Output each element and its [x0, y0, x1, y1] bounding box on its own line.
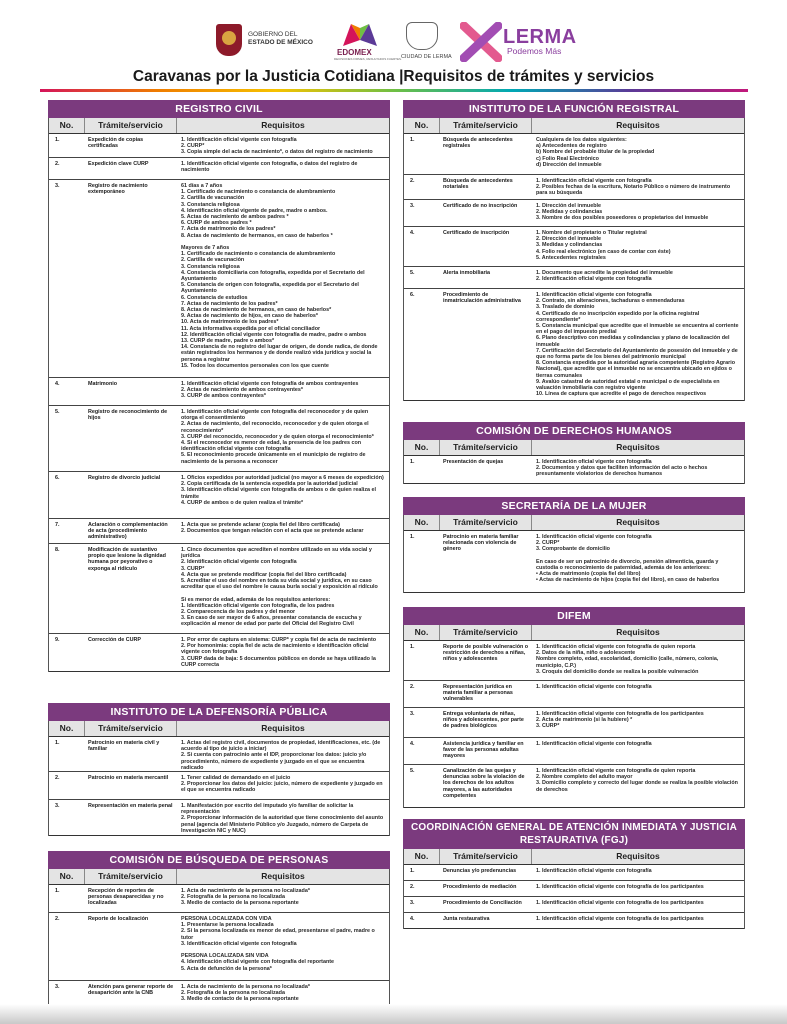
row-tramite: Denuncias y/o predenuncias [443, 868, 517, 874]
row-requisitos: Cualquiera de los datos siguientes: a) Antecedentes de registro b) Nombre del probable titular de la propiedad c) Folio Real Electrónico d) Dirección del inmueble [536, 137, 655, 168]
row-number: 6. [410, 292, 415, 298]
col-requisitos: Requisitos [261, 120, 305, 130]
row-requisitos: 1. Identificación oficial vigente con fotografía de los participantes [536, 884, 704, 890]
row-requisitos: 1. Identificación oficial vigente con fotografía 2. CURP* 3. Comprobante de domicilio En caso de ser un patrocinio de divorcio, pensión alimenticia, guarda y custodia o reconocimiento de paternidad, además de los anteriores: • Acta de matrimonio (copia fiel del libro) • Actas de nacimiento de hijos (copia fiel del libro), en caso de haberlos [536, 534, 720, 584]
row-requisitos: 1. Identificación oficial vigente con fotografía de ambos contrayentes 2. Actas de nacimiento de ambos contrayentes* 3. CURP de ambos contrayentes* [181, 381, 359, 400]
table-row [49, 737, 389, 772]
row-number: 1. [55, 888, 60, 894]
table-row [404, 641, 744, 681]
section-derechos-humanos [403, 422, 745, 484]
col-requisitos: Requisitos [261, 723, 305, 733]
row-tramite: Matrimonio [88, 381, 118, 387]
col-tramite: Trámite/servicio [440, 625, 532, 640]
section-difem [403, 607, 745, 808]
row-requisitos: 1. Identificación oficial vigente con fotografía del reconocedor y de quien otorga el consentimiento 2. Actas de nacimiento, del reconocido, reconocedor y de quien otorga el reconocimiento* 3. CURP del reconocido, reconocedor y de quien otorga el reconocimiento* 4. Si el reconocedor es menor de edad, la presencia de los padres con identificación oficial vigente con fotografía 5. El reconocimiento procede únicamente en el municipio de registro de nacimiento de la persona a reconocer [181, 409, 374, 465]
col-requisitos: Requisitos [261, 871, 305, 881]
row-number: 6. [55, 475, 60, 481]
row-number: 4. [410, 741, 415, 747]
col-no: No. [49, 869, 85, 884]
col-tramite: Trámite/servicio [440, 515, 532, 530]
row-number: 5. [410, 270, 415, 276]
row-number: 9. [55, 637, 60, 643]
table-row [404, 267, 744, 289]
table-row [404, 881, 744, 897]
col-tramite: Trámite/servicio [85, 118, 177, 133]
col-no: No. [404, 118, 440, 133]
row-number: 2. [410, 884, 415, 890]
col-no: No. [49, 118, 85, 133]
section-fgj [403, 819, 745, 929]
edomex-text: EDOMEX [337, 48, 372, 57]
row-requisitos: 1. Acta de nacimiento de la persona no localizada* 2. Fotografía de la persona no localizada 3. Medio de contacto de la persona reportante [181, 984, 310, 1003]
row-tramite: Corrección de CURP [88, 637, 142, 643]
table-row [404, 865, 744, 881]
table-header [404, 118, 744, 134]
table-row [49, 378, 389, 406]
row-requisitos: 1. Tener calidad de demandado en el juicio 2. Proporcionar los datos del juicio: juicio, número de expediente y juzgado en el que se encuentra radicado [181, 775, 383, 794]
table-row [404, 134, 744, 175]
section-defensoria-publica [48, 703, 390, 836]
row-requisitos: 1. Identificación oficial vigente con fotografía 2. Contrato, sin alteraciones, tachaduras o enmendaduras 3. Traslado de dominio 4. Certificado de no inscripción expedido por la oficina registral correspondiente* 5. Constancia municipal que acredite que el inmueble se encuentra al corriente en el pago del impuesto predial 6. Plano descriptivo con medidas y colindancias y plano de localización del inmueble 7. Certificación del Secretario del Ayuntamiento de posesión del inmueble y de que no forma parte de los bienes del patrimonio municipal 8. Constancia expedida por la autoridad agraria competente (Registro Agrario Nacional), que acredite que el inmueble no se encuentra ubicado en ejidos o tierras comunales 9. Avalúo catastral de autoridad estatal o municipal o de especialista en valuación inmobiliaria con registro vigente 10. Línea de captura que acredite el pago de derechos respectivos [536, 292, 739, 398]
col-no: No. [49, 721, 85, 736]
table-header [404, 849, 744, 865]
row-requisitos: 1. Nombre del propietario o Titular registral 2. Dirección del inmueble 3. Medidas y colindancias 4. Folio real electrónico (en caso de contar con éste) 5. Antecedentes registrales [536, 230, 671, 261]
gobierno-estado-mexico-logo [216, 22, 316, 62]
table-row [49, 800, 389, 836]
col-no: No. [404, 515, 440, 530]
table-row [404, 200, 744, 227]
table-row [49, 519, 389, 544]
ciudad-lerma-crest [398, 22, 452, 62]
row-number: 3. [410, 900, 415, 906]
row-requisitos: 1. Identificación oficial vigente con fotografía de los participantes 2. Acta de matrimonio (si la hubiere) * 3. CURP* [536, 711, 704, 730]
row-requisitos: 1. Identificación oficial vigente con fotografía [536, 868, 652, 874]
row-requisitos: 1. Por error de captura en sistema: CURP* y copia fiel de acta de nacimiento 2. Por homonimia: copia fiel de acta de nacimiento e identificación oficial vigente con fotografía 3. CURP dada de baja: 5 documentos públicos en donde se haya utilizado la CURP correcta [181, 637, 377, 668]
row-number: 5. [410, 768, 415, 774]
row-tramite: Expedición clave CURP [88, 161, 149, 167]
col-requisitos: Requisitos [616, 442, 660, 452]
ciudad-lerma-text: CIUDAD DE LERMA [401, 54, 452, 60]
row-requisitos: 1. Manifestación por escrito del imputado y/o familiar de solicitar la representación 2. Proporcionar información de la autoridad que tiene conocimiento del asunto penal (agencia del Ministerio Público y/o Juzgado, número de Carpeta de Investigación NIC y NUC) [181, 803, 384, 834]
row-number: 2. [55, 161, 60, 167]
row-tramite: Presentación de quejas [443, 459, 504, 465]
row-number: 1. [410, 644, 415, 650]
bottom-shadow [0, 1004, 787, 1024]
row-tramite: Canalización de las quejas y denuncias sobre la violación de los derechos de los adultos mayores, a las autoridades competentes [443, 768, 525, 799]
row-tramite: Entrega voluntaria de niñas, niños y adolescentes, por parte de padres biológicos [443, 711, 524, 730]
table-row [49, 772, 389, 800]
lerma-podemos-mas-logo [460, 22, 575, 62]
row-requisitos: 1. Cinco documentos que acrediten el nombre utilizado en su vida social y jurídica 2. Identificación oficial vigente con fotografía 3. CURP* 4. Acta que se pretende modificar (copia fiel del libro certificada) 5. Acreditar el uso del nombre en toda su vida social y jurídica, en su caso acreditar que el uso del nombre le causa burla social y exposición al ridículo Si es menor de edad, además de los requisitos anteriores: 1. Identificación oficial vigente con fotografía, de los padres 2. Comparecencia de los padres y del menor 3. En caso de ser mayor de 6 años, presentar constancia de escucha y explicación al menor de edad por parte del Oficial del Registro Civil [181, 547, 378, 628]
row-tramite: Representación jurídica en materia familiar a personas vulnerables [443, 684, 513, 703]
edomex-subtitle: DECISIONES FIRMES, RESULTADOS FUERTES. [334, 57, 402, 61]
row-requisitos: 1. Oficios expedidos por autoridad judicial (no mayor a 6 meses de expedición) 2. Copia certificada de la sentencia expedida por la autoridad judicial 3. Identificación oficial vigente con fotografía de ambos o de quien realiza el trámite 4. CURP de ambos o de quien realiza el trámite* [181, 475, 384, 506]
row-requisitos: 1. Actas del registro civil, documentos de propiedad, identificaciones, etc. (de acuerdo al tipo de juicio a iniciar) 2. Si cuenta con patrocinio ante el IDP, proporcionar los datos: juicio y/o procedimiento, número de expediente y juzgado en el que se encuentra radicado [181, 740, 381, 771]
table-row [404, 227, 744, 267]
row-number: 1. [55, 137, 60, 143]
edomex-m-icon [343, 22, 377, 46]
table-row [49, 634, 389, 672]
col-tramite: Trámite/servicio [440, 440, 532, 455]
section-title: INSTITUTO DE LA FUNCIÓN REGISTRAL [403, 100, 745, 118]
table-row [404, 456, 744, 484]
row-tramite: Procedimiento de Conciliación [443, 900, 522, 906]
col-tramite: Trámite/servicio [440, 118, 532, 133]
row-number: 4. [410, 916, 415, 922]
row-requisitos: 1. Identificación oficial vigente con fotografía de los participantes [536, 916, 704, 922]
table-header [404, 515, 744, 531]
table-row [49, 913, 389, 981]
lerma-slogan: Podemos Más [507, 46, 562, 56]
row-number: 4. [410, 230, 415, 236]
row-requisitos: 1. Identificación oficial vigente con fotografía 2. CURP* 3. Copia simple del acta de nacimiento*, o datos del registro de nacimiento [181, 137, 373, 156]
row-tramite: Registro de nacimiento extemporáneo [88, 183, 148, 196]
row-number: 8. [55, 547, 60, 553]
table-row [404, 738, 744, 765]
section-registro-civil [48, 100, 390, 672]
col-tramite: Trámite/servicio [85, 869, 177, 884]
row-number: 2. [55, 916, 60, 922]
row-tramite: Recepción de reportes de personas desaparecidas y no localizadas [88, 888, 164, 907]
row-tramite: Registro de reconocimiento de hijos [88, 409, 168, 422]
row-requisitos: 1. Identificación oficial vigente con fotografía de quien reporta 2. Nombre completo del adulto mayor 3. Domicilio completo y correcto del lugar donde se realiza la posible violación de derechos [536, 768, 738, 793]
col-requisitos: Requisitos [616, 120, 660, 130]
col-requisitos: Requisitos [616, 627, 660, 637]
color-divider [40, 89, 748, 92]
row-number: 5. [55, 409, 60, 415]
col-no: No. [404, 440, 440, 455]
table-row [404, 175, 744, 200]
table-row [404, 913, 744, 929]
col-no: No. [404, 625, 440, 640]
row-number: 1. [410, 534, 415, 540]
row-number: 1. [55, 740, 60, 746]
gobierno-line2: ESTADO DE MÉXICO [248, 38, 313, 46]
row-tramite: Patrocinio en materia familiar relacionada con violencia de género [443, 534, 519, 553]
section-title: DIFEM [403, 607, 745, 625]
page-header [0, 0, 787, 70]
col-tramite: Trámite/servicio [440, 849, 532, 864]
row-number: 1. [410, 459, 415, 465]
row-tramite: Aclaración o complementación de acta (procedimiento administrativo) [88, 522, 168, 541]
row-requisitos: 1. Identificación oficial vigente con fotografía de los participantes [536, 900, 704, 906]
table-row [49, 544, 389, 634]
lerma-text: LERMA [503, 26, 577, 48]
row-tramite: Registro de divorcio judicial [88, 475, 161, 481]
table-row [404, 681, 744, 708]
section-title: COMISIÓN DE BÚSQUEDA DE PERSONAS [48, 851, 390, 869]
edomex-logo [333, 22, 402, 62]
section-title: REGISTRO CIVIL [48, 100, 390, 118]
table-row [49, 472, 389, 519]
row-number: 3. [410, 711, 415, 717]
row-requisitos: 61 días a 7 años 1. Certificado de nacimiento o constancia de alumbramiento 2. Cartilla de vacunación 3. Constancia religiosa 4. Identificación oficial vigente de padre, madre o ambos. 5. Actas de nacimiento de ambos padres * 6. CURP de ambos padres * 7. Acta de matrimonio de los padres* 8. Actas de nacimiento de hermanos, en caso de haberlos * Mayores de 7 años 1. Certificado de nacimiento o constancia de alumbramiento 2. Cartilla de vacunación 3. Constancia religiosa 4. Constancia domiciliaria con fotografía, expedida por el Secretario del Ayuntamiento 5. Constancia de origen con fotografía, expedida por el Secretario del Ayuntamiento 6. Constancia de estudios 7. Actas de nacimiento de los padres* 8. Actas de nacimiento de hermanos, en caso de haberlos* 9. Actas de nacimiento de hijos, en caso de haberlos* 10. Acta de matrimonio de los padres* 11. Acta informativa expedida por el oficial conciliador 12. Identificación oficial vigente con fotografía de madre, padre o ambos 13. CURP de madre, padre o ambos* 14. Constancia de no registro del lugar de origen, de donde radica, de donde están registrados los hermanos y de donde realizó vida jurídica y social la persona a registrar 15. Todos los documentos personales con los que cuente [181, 183, 378, 369]
table-header [49, 869, 389, 885]
row-requisitos: 1. Identificación oficial vigente con fotografía de quien reporta 2. Datos de la niña, niño o adolescente Nombre completo, edad, escolaridad, domicilio (calle, número, colonia, municipio, C.P.) 3. Croquis del domicilio donde se realiza la posible vulneración [536, 644, 719, 675]
table-row [49, 158, 389, 180]
col-no: No. [404, 849, 440, 864]
table-row [404, 289, 744, 401]
row-tramite: Búsqueda de antecedentes registrales [443, 137, 513, 150]
row-number: 2. [55, 775, 60, 781]
lerma-crest-icon [406, 22, 438, 50]
col-requisitos: Requisitos [616, 851, 660, 861]
row-number: 2. [410, 178, 415, 184]
row-number: 1. [410, 868, 415, 874]
row-tramite: Patrocinio en materia civil y familiar [88, 740, 160, 753]
table-row [404, 708, 744, 738]
row-tramite: Búsqueda de antecedentes notariales [443, 178, 513, 191]
row-tramite: Atención para generar reporte de desaparición ante la CNB [88, 984, 174, 997]
table-row [404, 531, 744, 593]
row-requisitos: 1. Identificación oficial vigente con fotografía [536, 684, 652, 690]
row-tramite: Junta restaurativa [443, 916, 490, 922]
table-header [404, 625, 744, 641]
row-tramite: Patrocinio en materia mercantil [88, 775, 169, 781]
estado-mexico-shield-icon [216, 24, 242, 56]
table-header [49, 118, 389, 134]
row-tramite: Representación en materia penal [88, 803, 173, 809]
row-tramite: Reporte de posible vulneración o restricción de derechos a niñas, niños y adolescentes [443, 644, 529, 663]
table-row [49, 885, 389, 913]
row-requisitos: 1. Identificación oficial vigente con fotografía 2. Posibles fechas de la escritura, Notario Público o número de instrumento para su búsqueda [536, 178, 731, 197]
section-funcion-registral [403, 100, 745, 401]
gobierno-line1: GOBIERNO DEL [248, 31, 298, 38]
row-number: 2. [410, 684, 415, 690]
row-tramite: Procedimiento de mediación [443, 884, 517, 890]
row-tramite: Modificación de sustantivo propio que lesione la dignidad humana por peyorativo o exponga al ridículo [88, 547, 166, 572]
row-requisitos: 1. Identificación oficial vigente con fotografía 2. Documentos y datos que faciliten información del acto o hechos presuntamente violatorios de derechos humanos [536, 459, 708, 478]
table-row [49, 134, 389, 158]
table-row [404, 897, 744, 913]
row-number: 3. [55, 803, 60, 809]
row-requisitos: 1. Acta de nacimiento de la persona no localizada* 2. Fotografía de la persona no localizada 3. Medio de contacto de la persona reportante [181, 888, 310, 907]
row-tramite: Certificado de no inscripción [443, 203, 518, 209]
row-number: 1. [410, 137, 415, 143]
table-header [49, 721, 389, 737]
section-secretaria-mujer [403, 497, 745, 593]
row-number: 7. [55, 522, 60, 528]
row-number: 3. [410, 203, 415, 209]
row-tramite: Expedición de copias certificadas [88, 137, 144, 150]
row-requisitos: 1. Documento que acredite la propiedad del inmueble 2. Identificación oficial vigente con fotografía [536, 270, 673, 283]
section-title: COMISIÓN DE DERECHOS HUMANOS [403, 422, 745, 440]
row-requisitos: 1. Acta que se pretende aclarar (copia fiel del libro certificada) 2. Documentos que tengan relación con el acta que se pretende aclarar [181, 522, 364, 535]
row-requisitos: 1. Identificación oficial vigente con fotografía, o datos del registro de nacimiento [181, 161, 358, 174]
row-tramite: Procedimiento de inmatriculación administrativa [443, 292, 521, 305]
section-title: INSTITUTO DE LA DEFENSORÍA PÚBLICA [48, 703, 390, 721]
row-number: 3. [55, 183, 60, 189]
table-row [49, 406, 389, 472]
col-requisitos: Requisitos [616, 517, 660, 527]
section-title: SECRETARÍA DE LA MUJER [403, 497, 745, 515]
row-number: 3. [55, 984, 60, 990]
table-row [49, 180, 389, 378]
row-tramite: Reporte de localización [88, 916, 149, 922]
table-row [404, 765, 744, 808]
row-requisitos: PERSONA LOCALIZADA CON VIDA 1. Presentarse la persona localizada 2. Si la persona localizada es menor de edad, presentarse el padre, madre o tutor 3. Identificación oficial vigente con fotografía PERSONA LOCALIZADA SIN VIDA 4. Identificación oficial vigente con fotografía del reportante 5. Acta de defunción de la persona* [181, 916, 375, 972]
page-title: Caravanas por la Justicia Cotidiana |Requisitos de trámites y servicios [132, 68, 655, 85]
lerma-x-icon [460, 22, 502, 62]
row-tramite: Certificado de inscripción [443, 230, 510, 236]
section-title: COORDINACIÓN GENERAL DE ATENCIÓN INMEDIATA Y JUSTICIA RESTAURATIVA (FGJ) [403, 819, 745, 849]
row-tramite: Asistencia jurídica y familiar en favor de las personas adultas mayores [443, 741, 524, 760]
section-busqueda-personas [48, 851, 390, 1008]
row-requisitos: 1. Dirección del inmueble 2. Medidas y colindancias 3. Nombre de dos posibles poseedores o propietarios del inmueble [536, 203, 709, 222]
row-requisitos: 1. Identificación oficial vigente con fotografía [536, 741, 652, 747]
table-header [404, 440, 744, 456]
row-tramite: Alerta inmobiliaria [443, 270, 491, 276]
col-tramite: Trámite/servicio [85, 721, 177, 736]
row-number: 4. [55, 381, 60, 387]
